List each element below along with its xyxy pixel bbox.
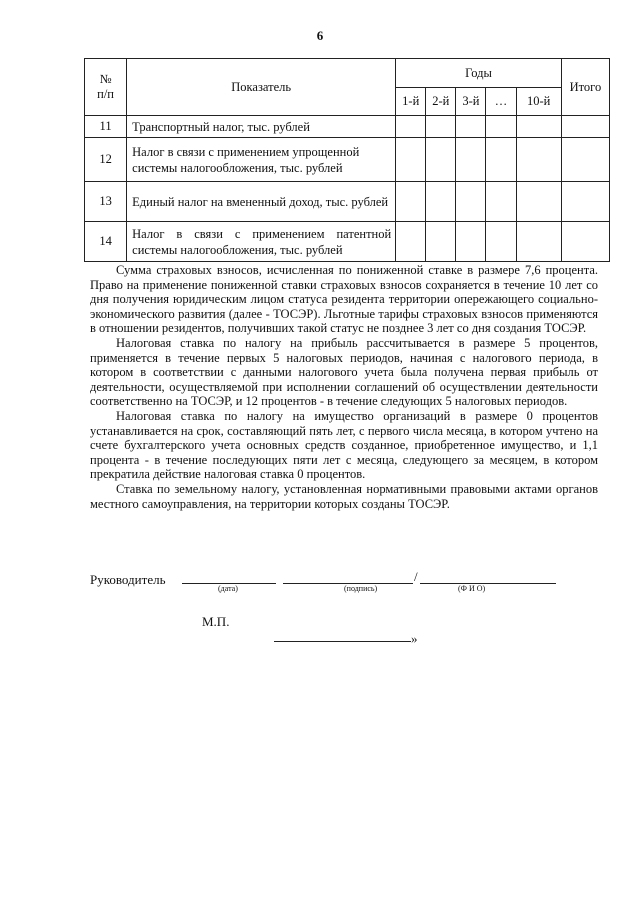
row-indicator: Единый налог на вмененный доход, тыс. рублей: [127, 182, 396, 222]
cell-empty: [561, 138, 609, 182]
cell-empty: [486, 182, 516, 222]
table-row: [85, 182, 610, 222]
cell-empty: [426, 116, 456, 138]
header-year-1: 1-й: [396, 88, 426, 116]
table-row: [85, 138, 610, 182]
paragraph-profit-tax: Налоговая ставка по налогу на прибыль рассчитывается в размере 5 процентов, применяется в течение первых 5 налоговых периодов, начиная с налогового периода, в котором в соответствии с данными налогового учета была получена первая прибыль от деятельности, осуществляемой при исполнении соглашений об осуществлении деятельности соответственно на ТОСЭР, и 12 процентов - в течение следующих 5 налоговых периодов.: [90, 335, 598, 409]
cell-empty: [516, 222, 561, 262]
body-text: [90, 263, 598, 511]
signature-slash: /: [414, 569, 418, 584]
header-year-2: 2-й: [426, 88, 456, 116]
header-year-3: 3-й: [456, 88, 486, 116]
row-number: 12: [85, 138, 127, 182]
cell-empty: [396, 116, 426, 138]
signature-label: Руководитель: [90, 572, 166, 587]
cell-empty: [456, 182, 486, 222]
cell-empty: [426, 138, 456, 182]
page-number: 6: [316, 28, 324, 43]
fio-caption: (Ф И О): [458, 584, 486, 593]
closing-quote: »: [411, 631, 418, 646]
tax-indicators-table: [84, 58, 610, 262]
row-indicator: Налог в связи с применением упрощенной системы налогообложения, тыс. рублей: [127, 138, 396, 182]
header-number-symbol: №: [99, 72, 112, 86]
cell-empty: [561, 222, 609, 262]
table-row: [85, 116, 610, 138]
cell-empty: [396, 138, 426, 182]
header-number: [85, 59, 127, 116]
cell-empty: [426, 182, 456, 222]
cell-empty: [396, 222, 426, 262]
cell-empty: [516, 182, 561, 222]
header-year-ellipsis: …: [486, 88, 516, 116]
header-years: Годы: [396, 59, 562, 88]
cell-empty: [486, 138, 516, 182]
paragraph-property-tax: Налоговая ставка по налогу на имущество организаций в размере 0 процентов устанавливается на срок, составляющий пять лет, с первого числа месяца, в котором учтено на счете бухгалтерского учета основных средств созданное, приобретенное имущество, и 1,1 процента - в течение последующих пяти лет с месяца, следующего за месяцем, в котором прекратила действие налоговая ставка 0 процентов.: [90, 408, 598, 482]
row-indicator: Налог в связи с применением патентной системы налогообложения, тыс. рублей: [127, 222, 396, 262]
cell-empty: [516, 138, 561, 182]
date-caption: (дата): [218, 584, 238, 593]
cell-empty: [456, 222, 486, 262]
cell-empty: [516, 116, 561, 138]
row-indicator: Транспортный налог, тыс. рублей: [127, 116, 396, 138]
table-row: [85, 222, 610, 262]
date-bottom-line: [274, 641, 411, 642]
cell-empty: [561, 116, 609, 138]
header-total: Итого: [561, 59, 609, 116]
cell-empty: [561, 182, 609, 222]
cell-empty: [456, 138, 486, 182]
row-number: 13: [85, 182, 127, 222]
header-indicator: Показатель: [127, 59, 396, 116]
row-number: 11: [85, 116, 127, 138]
cell-empty: [396, 182, 426, 222]
header-year-10: 10-й: [516, 88, 561, 116]
cell-empty: [426, 222, 456, 262]
paragraph-insurance: Сумма страховых взносов, исчисленная по пониженной ставке в размере 7,6 процента. Право на применение пониженной ставки страховых взносов сохраняется в течение 10 лет со дня получения юридическим лицом статуса резидента территории опережающего социально-экономического развития (далее - ТОСЭР). Льготные тарифы страховых взносов применяются в отношении резидентов, получивших такой статус не позднее 3 лет со дня создания ТОСЭР.: [90, 263, 598, 336]
row-number: 14: [85, 222, 127, 262]
cell-empty: [486, 116, 516, 138]
paragraph-land-tax: Ставка по земельному налогу, установленная нормативными правовыми актами органов местного самоуправления, на территории которых созданы ТОСЭР.: [90, 481, 598, 511]
cell-empty: [456, 116, 486, 138]
fio-line: [420, 583, 556, 584]
cell-empty: [486, 222, 516, 262]
signature-caption: (подпись): [344, 584, 378, 593]
header-number-abbr: п/п: [97, 87, 114, 101]
stamp-place: М.П.: [202, 614, 230, 629]
